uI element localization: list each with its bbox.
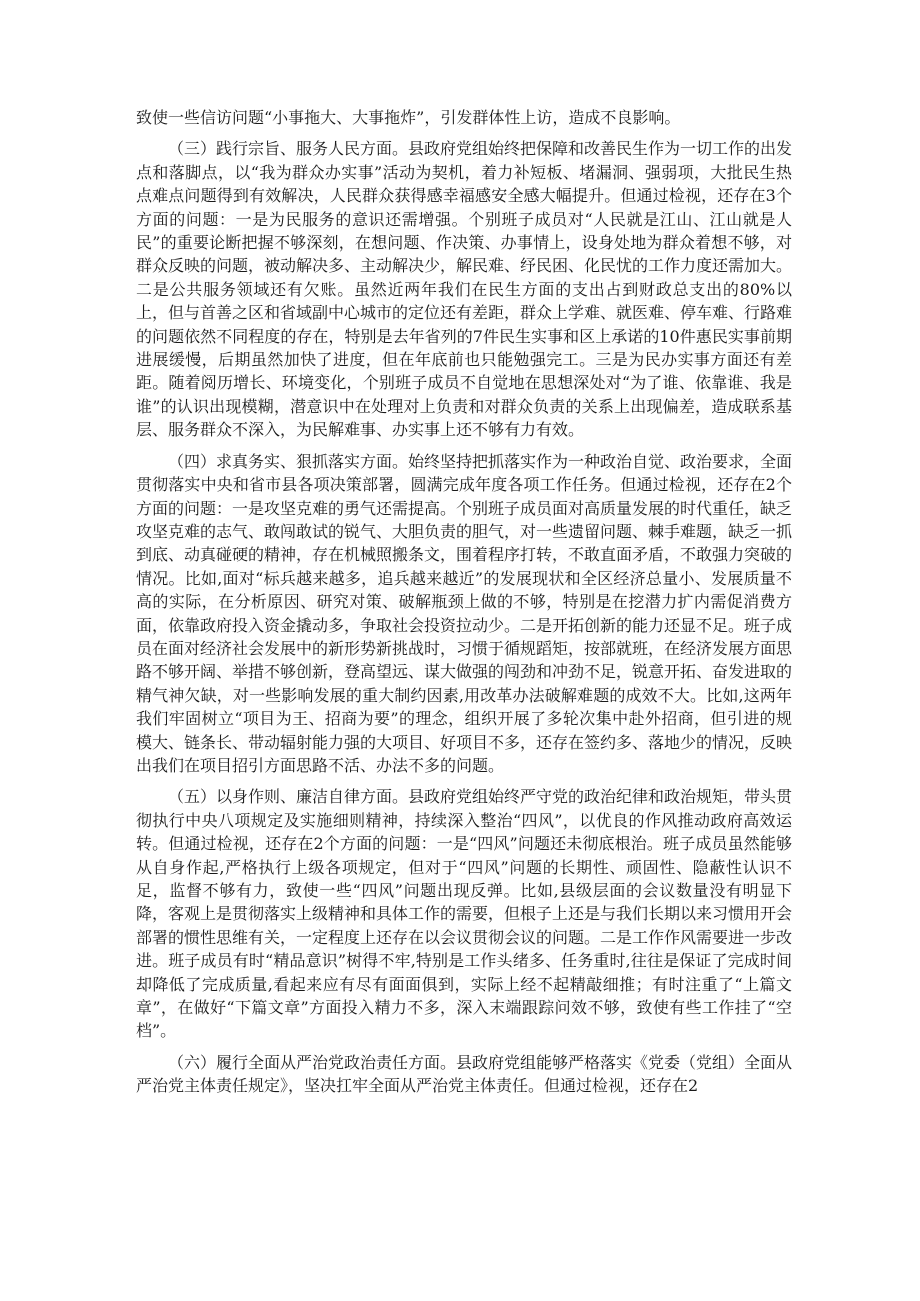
paragraph-section-6-party-governance: （六）履行全面从严治党政治责任方面。县政府党组能够严格落实《党委（党组）全面从严治党主体责任规定》，坚决扛牢全面从严治党主体责任。但通过检视，还存在2 xyxy=(136,1052,793,1096)
document-page xyxy=(136,106,792,1106)
paragraph-continuation: 致使一些信访问题“小事拖大、大事拖炸”，引发群体性上访，造成不良影响。 xyxy=(136,108,681,127)
paragraph-section-5-self-discipline: （五）以身作则、廉洁自律方面。县政府党组始终严守党的政治纪律和政治规矩，带头贯彻执行中央八项规定及实施细则精神，持续深入整治“四风”，以优良的作风推动政府高效运转。但通过检视，还存在2个方面的问题：一是“四风”问题还未彻底根治。班子成员虽然能够从自身作起,严格执行上级各项规定，但对于“四风”问题的长期性、顽固性、隐蔽性认识不足，监督不够有力，致使一些“四风”问题出现反弹。比如,县级层面的会议数量没有明显下降，客观上是贯彻落实上级精神和具体工作的需要，但根子上还是与我们长期以来习惯用开会部署的惯性思维有关，一定程度上还存在以会议贯彻会议的问题。二是工作作风需要进一步改进。班子成员有时“精品意识”树得不牢,特别是工作头绪多、任务重时,往往是保证了完成时间却降低了完成质量,看起来应有尽有面面俱到，实际上经不起精敲细推；有时注重了“上篇文章”，在做好“下篇文章”方面投入精力不多，深入末端跟踪问效不够，致使有些工作挂了“空档”。 xyxy=(136,787,793,1041)
paragraph-section-3-serve-people: （三）践行宗旨、服务人民方面。县政府党组始终把保障和改善民生作为一切工作的出发点和落脚点，以“我为群众办实事”活动为契机，着力补短板、堵漏洞、强弱项，大批民生热点难点问题得到有效解决，人民群众获得感幸福感安全感大幅提升。但通过检视，还存在3个方面的问题：一是为民服务的意识还需增强。个别班子成员对“人民就是江山、江山就是人民”的重要论断把握不够深刻，在想问题、作决策、办事情上，设身处地为群众着想不够，对群众反映的问题，被动解决多、主动解决少，解民难、纾民困、化民忧的工作力度还需加大。二是公共服务领域还有欠账。虽然近两年我们在民生方面的支出占到财政总支出的80%以上，但与首善之区和省域副中心城市的定位还有差距，群众上学难、就医难、停车难、行路难的问题依然不同程度的存在，特别是去年省列的7件民生实事和区上承诺的10件惠民实事前期进展缓慢，后期虽然加快了进度，但在年底前也只能勉强完工。三是为民办实事方面还有差距。随着阅历增长、环境变化，个别班子成员不自觉地在思想深处对“为了谁、依靠谁、我是谁”的认识出现模糊，潜意识中在处理对上负责和对群众负责的关系上出现偏差，造成联系基层、服务群众不深入，为民解难事、办实事上还不够有力有效。 xyxy=(136,139,793,440)
paragraph-section-4-implementation: （四）求真务实、狠抓落实方面。始终坚持把抓落实作为一种政治自觉、政治要求，全面贯彻落实中央和省市县各项决策部署，圆满完成年度各项工作任务。但通过检视，还存在2个方面的问题：一是攻坚克难的勇气还需提高。个别班子成员面对高质量发展的时代重任，缺乏攻坚克难的志气、敢闯敢试的锐气、大胆负责的胆气，对一些遗留问题、棘手难题，缺乏一抓到底、动真碰硬的精神，存在机械照搬条文，围着程序打转，不敢直面矛盾，不敢强力突破的情况。比如,面对“标兵越来越多，追兵越来越近”的发展现状和全区经济总量小、发展质量不高的实际，在分析原因、研究对策、破解瓶颈上做的不够，特别是在挖潜力扩内需促消费方面，依靠政府投入资金撬动多，争取社会投资拉动少。二是开拓创新的能力还显不足。班子成员在面对经济社会发展中的新形势新挑战时，习惯于循规蹈矩，按部就班，在经济发展方面思路不够开阔、举措不够创新，登高望远、谋大做强的闯劲和冲劲不足，锐意开拓、奋发进取的精气神欠缺，对一些影响发展的重大制约因素,用改革办法破解难题的成效不大。比如,这两年我们牢固树立“项目为王、招商为要”的理念，组织开展了多轮次集中赴外招商，但引进的规模大、链条长、带动辐射能力强的大项目、好项目不多，还存在签约多、落地少的情况，反映出我们在项目招引方面思路不活、办法不多的问题。 xyxy=(136,451,793,775)
